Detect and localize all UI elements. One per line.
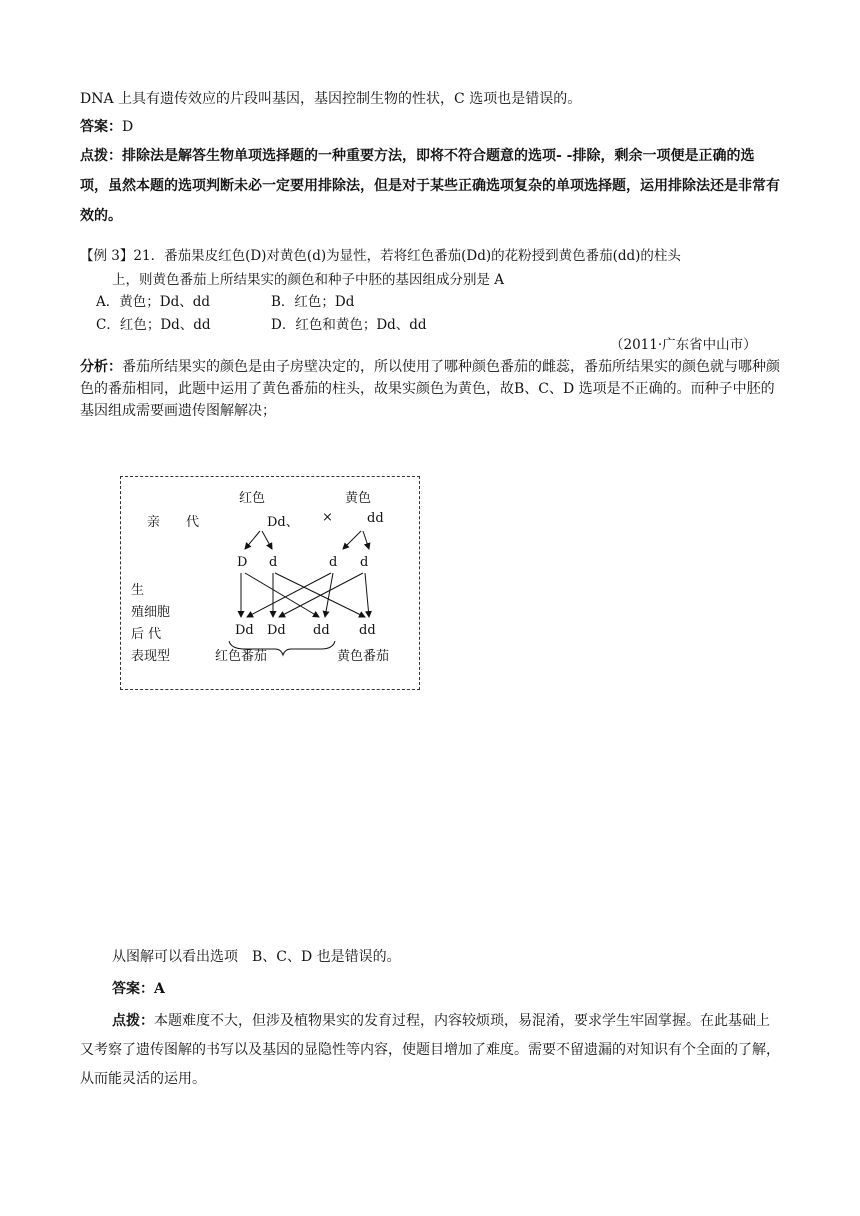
analysis-text: 番茄所结果实的颜色是由子房壁决定的，所以使用了哪种颜色番茄的雌蕊，番茄所结果实的颜色就与哪种颜色的番茄相同，此题中运用了黄色番茄的柱头，故果实颜色为黄色，故B、C、D 选项是不正确的。而种子中胚的基因组成需要画遗传图解解决；: [80, 359, 780, 419]
tip-text: 本题难度不大，但涉及植物果实的发育过程，内容较烦琐，易混淆，要求学生牢固掌握。在此基础上又考察了遗传图解的书写以及基因的显隐性等内容，使题目增加了难度。需要不留遗漏的对知识有个全面的了解，从而能灵活的运用。: [80, 1013, 780, 1087]
offspring-label: 后 代: [131, 627, 162, 642]
question-source: （2011·广东省中山市）: [610, 337, 757, 353]
answer-value: D: [122, 119, 134, 135]
analysis-label: 分析：: [80, 359, 122, 375]
parent-1-genotype: Dd、: [267, 515, 299, 530]
example-3-line1: [80, 244, 681, 264]
gamete-d-2: d: [329, 555, 338, 570]
tip-label: 点拨：: [112, 1013, 154, 1029]
germ-cell-label-1: 生: [131, 583, 145, 598]
germ-cell-label-2: 殖细胞: [131, 605, 171, 620]
tip-1: [80, 141, 782, 231]
gamete-d-1: d: [269, 555, 278, 570]
offspring-2: Dd: [267, 623, 286, 638]
conclusion-text: 从图解可以看出选项 B、C、D 也是错误的。: [112, 949, 401, 965]
label-red: 红色: [239, 491, 266, 506]
option-d: D．红色和黄色；Dd、dd: [271, 317, 427, 333]
parent-2-genotype: dd: [367, 511, 384, 526]
question-text-1: 21．番茄果皮红色(D)对黄色(d)为显性，若将红色番茄(Dd)的花粉授到黄色番茄(dd)的柱头: [133, 248, 681, 264]
tip-2: [80, 1007, 782, 1094]
gamete-D: D: [237, 555, 248, 570]
answer-label: 答案：: [80, 119, 122, 135]
tip-text: 排除法是解答生物单项选择题的一种重要方法，即将不符合题意的选项- -排除，剩余一项便是正确的选项，虽然本题的选项判断未必一定要用排除法，但是对于某些正确选项复杂的单项选择题，运用排除法还是非常有效的。: [80, 148, 780, 224]
offspring-1: Dd: [235, 623, 254, 638]
answer-1: [80, 116, 133, 136]
option-b: B．红色；Dd: [271, 294, 355, 310]
phenotype-label: 表现型: [131, 649, 171, 664]
offspring-3: dd: [313, 623, 330, 638]
example-tag: 【例 3】: [80, 248, 134, 264]
answer-2: [112, 978, 165, 998]
phenotype-red: 红色番茄: [215, 649, 268, 664]
option-c: C．红色；Dd、dd: [96, 317, 211, 333]
tip-label: 点拨：: [80, 148, 122, 164]
offspring-4: dd: [359, 623, 376, 638]
parent-generation-label: 亲 代: [147, 515, 200, 530]
intro-paragraph: DNA 上具有遗传效应的片段叫基因，基因控制生物的性状，C 选项也是错误的。: [80, 91, 582, 107]
gamete-d-3: d: [360, 555, 369, 570]
question-text-2: 上，则黄色番茄上所结果实的颜色和种子中胚的基因组成分别是 A: [112, 272, 505, 288]
cross-arrows: [121, 477, 421, 691]
option-a: A．黄色；Dd、dd: [96, 294, 210, 310]
genetic-cross-diagram: [120, 476, 420, 690]
analysis-paragraph: [80, 356, 782, 422]
phenotype-yellow: 黄色番茄: [337, 649, 390, 664]
cross-symbol: ×: [322, 510, 333, 525]
answer-value: A: [154, 981, 165, 997]
label-yellow: 黄色: [345, 491, 372, 506]
answer-label: 答案：: [112, 981, 154, 997]
